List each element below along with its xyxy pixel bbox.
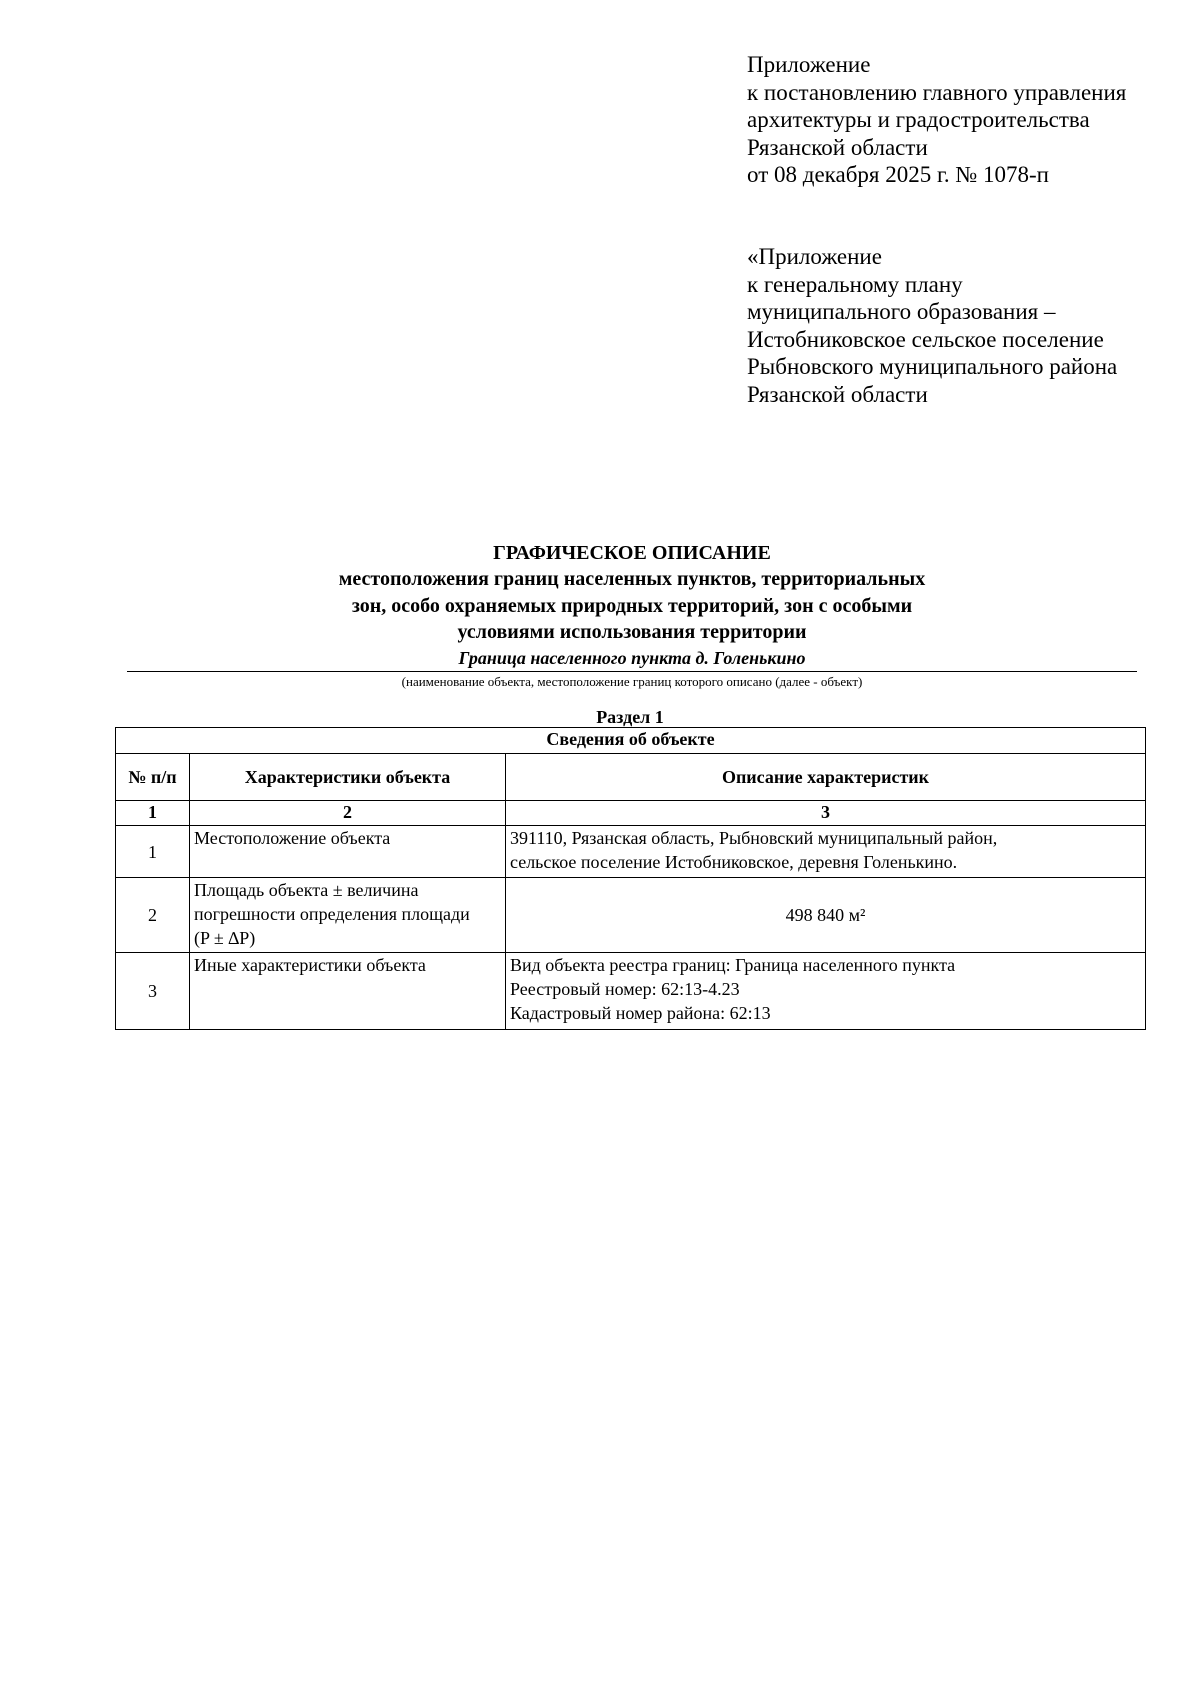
description-line: Кадастровый номер района: 62:13: [510, 1003, 771, 1023]
section-title: Раздел 1: [596, 707, 664, 727]
appendix-line: архитектуры и градостроительства: [747, 107, 1090, 132]
general-plan-line: муниципального образования –: [747, 299, 1056, 324]
general-plan-line: Истобниковское сельское поселение: [747, 326, 1104, 352]
description-line: 391110, Рязанская область, Рыбновский муниципальный район,: [510, 828, 998, 848]
description-line: сельское поселение Истобниковское, деревня Голенькино.: [510, 852, 958, 872]
general-plan-line: Рыбновского муниципального района: [747, 354, 1118, 379]
appendix-line: Рязанской области: [747, 134, 928, 160]
column-number: 2: [190, 801, 506, 826]
general-plan-line: «Приложение: [747, 244, 882, 269]
general-plan-line: Рязанской области: [747, 381, 928, 407]
header-number-label: № п/п: [128, 767, 177, 787]
appendix-header: [747, 51, 1126, 189]
object-name: Граница населенного пункта д. Голенькино: [458, 647, 806, 668]
table-row: [116, 953, 1146, 1030]
row-description: 498 840 м²: [506, 878, 1146, 953]
table-row: [116, 826, 1146, 878]
document-title: [127, 540, 1137, 670]
row-characteristic: [190, 878, 506, 953]
row-number: 3: [116, 953, 190, 1030]
title-subtitle-line: условиями использования территории: [457, 621, 807, 643]
description-line: Реестровый номер: 62:13-4.23: [510, 979, 740, 999]
object-name-underline: [127, 671, 1137, 672]
title-subtitle-line: зон, особо охраняемых природных территорий, зон с особыми: [351, 594, 913, 617]
row-description: [506, 826, 1146, 878]
appendix-line: Приложение: [747, 52, 871, 77]
appendix-line: к постановлению главного управления: [747, 79, 1127, 105]
general-plan-appendix: [747, 243, 1117, 408]
appendix-line: от 08 декабря 2025 г. № 1078-п: [747, 162, 1049, 187]
column-number: 1: [116, 801, 190, 826]
header-description: Описание характеристик: [506, 754, 1146, 801]
characteristic-line: погрешности определения площади: [194, 904, 470, 924]
description-line: Вид объекта реестра границ: Граница населенного пункта: [510, 955, 956, 975]
characteristic-line: Площадь объекта ± величина: [194, 880, 419, 900]
header-characteristics: Характеристики объекта: [190, 754, 506, 801]
row-characteristic: Иные характеристики объекта: [190, 953, 506, 1030]
column-number: 3: [506, 801, 1146, 826]
title-main: ГРАФИЧЕСКОЕ ОПИСАНИЕ: [493, 542, 771, 564]
characteristic-line: (P ± ∆P): [194, 928, 256, 948]
row-description: [506, 953, 1146, 1030]
header-number: [116, 754, 190, 801]
row-number: 1: [116, 826, 190, 878]
table-row: [116, 878, 1146, 953]
object-info-table: [115, 727, 1146, 1030]
general-plan-line: к генеральному плану: [747, 271, 963, 297]
table-caption: Сведения об объекте: [116, 728, 1146, 754]
title-subtitle-line: местоположения границ населенных пунктов, территориальных: [338, 568, 926, 590]
object-name-caption: (наименование объекта, местоположение границ которого описано (далее - объект): [401, 674, 863, 689]
row-characteristic: Местоположение объекта: [190, 826, 506, 878]
row-number: 2: [116, 878, 190, 953]
